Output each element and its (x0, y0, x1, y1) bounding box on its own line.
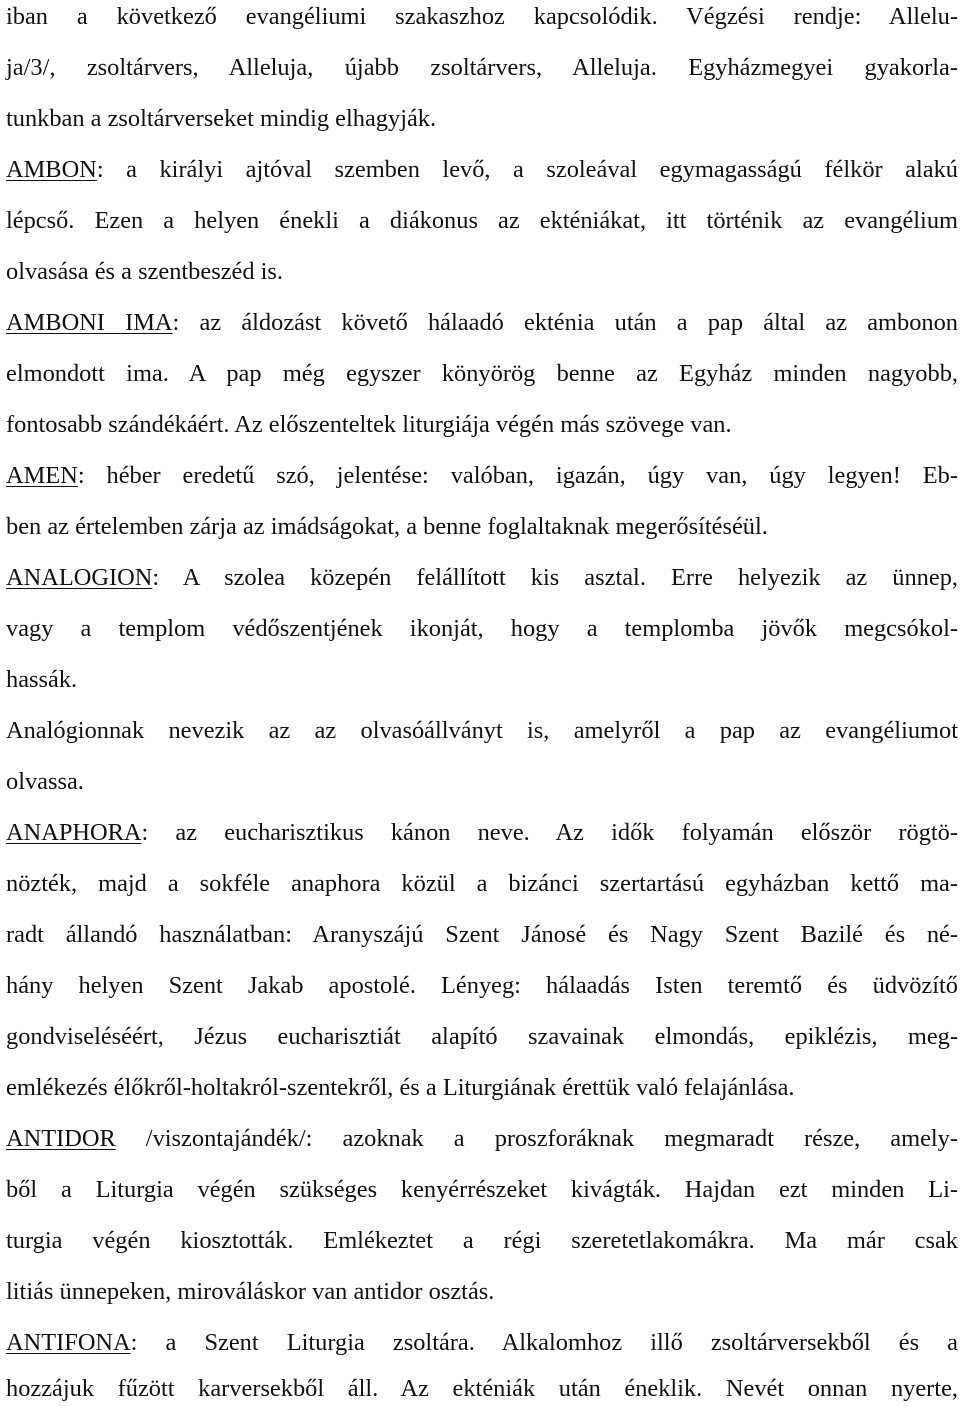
term-amboni-ima: AMBONI IMA (6, 309, 173, 336)
text-line: Analógionnak nevezik az az olvasóállványt is, amelyről a pap az evangéliumot (6, 717, 958, 744)
text-line: litiás ünnepeken, mirováláskor van antidor osztás. (6, 1278, 495, 1305)
text-line: olvassa. (6, 768, 84, 795)
text-line: hozzájuk fűzött karversekből áll. Az ekténiák után éneklik. Nevét onnan nyerte, (6, 1375, 958, 1402)
text-line: olvasása és a szentbeszéd is. (6, 258, 284, 285)
entry-antidor: ANTIDOR /viszontajándék/: azoknak a proszforáknak megmaradt része, amely- (6, 1125, 958, 1152)
term-antifona: ANTIFONA (6, 1329, 131, 1356)
text-line: lépcső. Ezen a helyen énekli a diákonus az ekténiákat, itt történik az evangélium (6, 207, 958, 234)
term-analogion: ANALOGION (6, 564, 153, 591)
entry-amen: AMEN: héber eredetű szó, jelentése: valóban, igazán, úgy van, úgy legyen! Eb- (6, 462, 958, 489)
text-line: ből a Liturgia végén szükséges kenyérrészeket kivágták. Hajdan ezt minden Li- (6, 1176, 958, 1203)
text-line: hassák. (6, 666, 78, 693)
text-line: fontosabb szándékáért. Az előszenteltek liturgiája végén más szövege van. (6, 411, 732, 438)
text-line: radt állandó használatban: Aranyszájú Szent Jánosé és Nagy Szent Bazilé és né- (6, 921, 958, 948)
text-line: turgia végén kiosztották. Emlékeztet a régi szeretetlakomákra. Ma már csak (6, 1227, 958, 1254)
text-line: vagy a templom védőszentjének ikonját, hogy a templomba jövők megcsókol- (6, 615, 958, 642)
text-line: emlékezés élőkről-holtakról-szentekről, és a Liturgiának érettük való felajánlása. (6, 1074, 795, 1101)
entry-ambon: AMBON: a királyi ajtóval szemben levő, a szoleával egymagasságú félkör alakú (6, 156, 958, 183)
entry-antifona: ANTIFONA: a Szent Liturgia zsoltára. Alkalomhoz illő zsoltárversekből és a (6, 1329, 958, 1356)
text-line: elmondott ima. A pap még egyszer könyörög benne az Egyház minden nagyobb, (6, 360, 958, 387)
text-line: nözték, majd a sokféle anaphora közül a bizánci szertartású egyházban kettő ma- (6, 870, 958, 897)
term-amen: AMEN (6, 462, 78, 489)
entry-analogion: ANALOGION: A szolea közepén felállított kis asztal. Erre helyezik az ünnep, (6, 564, 958, 591)
term-anaphora: ANAPHORA (6, 819, 142, 846)
text-line: ja/3/, zsoltárvers, Alleluja, újabb zsoltárvers, Alleluja. Egyházmegyei gyakorla- (6, 54, 958, 81)
entry-anaphora: ANAPHORA: az eucharisztikus kánon neve. Az idők folyamán először rögtö- (6, 819, 958, 846)
text-line: hány helyen Szent Jakab apostolé. Lényeg: hálaadás Isten teremtő és üdvözítő (6, 972, 958, 999)
text-line: gondviseléséért, Jézus eucharisztiát alapító szavainak elmondás, epiklézis, meg- (6, 1023, 958, 1050)
text-line: tunkban a zsoltárverseket mindig elhagyják. (6, 105, 437, 132)
text-line: ben az értelemben zárja az imádságokat, a benne foglaltaknak megerősítéséül. (6, 513, 768, 540)
term-antidor: ANTIDOR (6, 1125, 116, 1152)
text-line: iban a következő evangéliumi szakaszhoz kapcsolódik. Végzési rendje: Allelu- (6, 3, 958, 30)
term-ambon: AMBON (6, 156, 97, 183)
entry-amboni-ima: AMBONI IMA: az áldozást követő hálaadó ekténia után a pap által az ambonon (6, 309, 958, 336)
